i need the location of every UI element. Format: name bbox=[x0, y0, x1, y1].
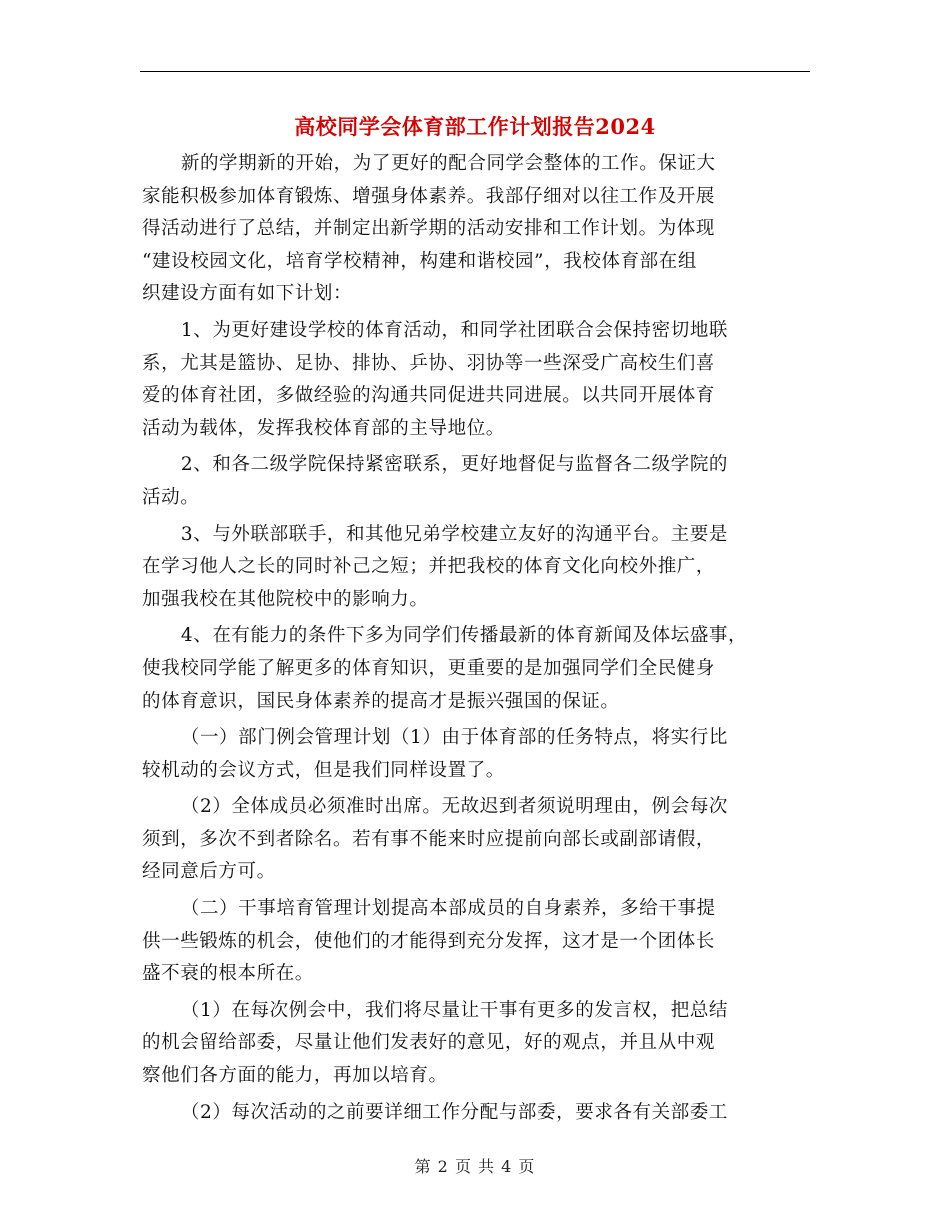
text-line: 在学习他人之长的同时补己之短；并把我校的体育文化向校外推广， bbox=[142, 556, 716, 578]
text-line: 系，尤其是篮协、足协、排协、乒协、羽协等一些深受广高校生们喜 bbox=[142, 352, 716, 374]
text-line: 新的学期新的开始，为了更好的配合同学会整体的工作。保证大 bbox=[180, 153, 716, 174]
text-line: 盛不衰的根本所在。 bbox=[142, 963, 314, 985]
document-title: 高校同学会体育部工作计划报告2024 bbox=[294, 114, 656, 139]
text-line: 4、在有能力的条件下多为同学们传播最新的体育新闻及体坛盛事， bbox=[180, 625, 748, 647]
text-line: 经同意后方可。 bbox=[142, 861, 276, 883]
text-line: 的体育意识，国民身体素养的提高才是振兴强国的保证。 bbox=[142, 690, 620, 712]
text-line: （2）每次活动的之前要详细工作分配与部委，要求各有关部委工 bbox=[180, 1101, 729, 1123]
text-line: 供一些锻炼的机会，使他们的才能得到充分发挥，这才是一个团体长 bbox=[142, 930, 716, 952]
text-line: 的机会留给部委，尽量让他们发表好的意见，好的观点，并且从中观 bbox=[142, 1032, 716, 1054]
text-line: “建设校园文化，培育学校精神，构建和谐校园”，我校体育部在组 bbox=[142, 250, 697, 272]
text-line: 较机动的会议方式，但是我们同样设置了。 bbox=[142, 759, 505, 781]
text-line: 活动为载体，发挥我校体育部的主导地位。 bbox=[142, 417, 505, 439]
paragraph bbox=[142, 449, 812, 514]
paragraph bbox=[142, 620, 812, 718]
text-line: 家能积极参加体育锻炼、增强身体素养。我部仔细对以往工作及开展 bbox=[142, 185, 716, 207]
paragraph bbox=[142, 995, 812, 1093]
text-line: 使我校同学能了解更多的体育知识，更重要的是加强同学们全民健身 bbox=[142, 657, 716, 679]
text-line: 察他们各方面的能力，再加以培育。 bbox=[142, 1065, 448, 1087]
text-line: 得活动进行了总结，并制定出新学期的活动安排和工作计划。为体现 bbox=[142, 218, 716, 240]
text-line: （2）全体成员必须准时出席。无故迟到者须说明理由，例会每次 bbox=[180, 796, 729, 818]
paragraph bbox=[142, 148, 812, 311]
text-line: 活动。 bbox=[142, 486, 200, 508]
text-line: 1、为更好建设学校的体育活动，和同学社团联合会保持密切地联 bbox=[180, 319, 729, 341]
header-rule bbox=[140, 71, 810, 72]
text-line: 加强我校在其他院校中的影响力。 bbox=[142, 588, 429, 610]
paragraph bbox=[142, 1097, 812, 1130]
text-line: （1）在每次例会中，我们将尽量让干事有更多的发言权，把总结 bbox=[180, 999, 729, 1021]
paragraph bbox=[142, 315, 812, 445]
document-body bbox=[142, 148, 812, 1133]
text-line: 爱的体育社团，多做经验的沟通共同促进共同进展。以共同开展体育 bbox=[142, 385, 716, 407]
paragraph bbox=[142, 893, 812, 991]
paragraph bbox=[142, 519, 812, 617]
text-line: 3、与外联部联手，和其他兄弟学校建立友好的沟通平台。主要是 bbox=[180, 523, 729, 545]
text-line: （一）部门例会管理计划（1）由于体育部的任务特点，将实行比 bbox=[180, 727, 729, 749]
text-line: 须到，多次不到者除名。若有事不能来时应提前向部长或副部请假， bbox=[142, 828, 716, 850]
text-line: 2、和各二级学院保持紧密联系，更好地督促与监督各二级学院的 bbox=[180, 454, 729, 476]
paragraph bbox=[142, 791, 812, 889]
paragraph bbox=[142, 722, 812, 787]
text-line: 织建设方面有如下计划： bbox=[142, 283, 353, 305]
text-line: （二）干事培育管理计划提高本部成员的自身素养，多给干事提 bbox=[180, 898, 716, 920]
page-number: 第 2 页 共 4 页 bbox=[414, 1157, 536, 1176]
